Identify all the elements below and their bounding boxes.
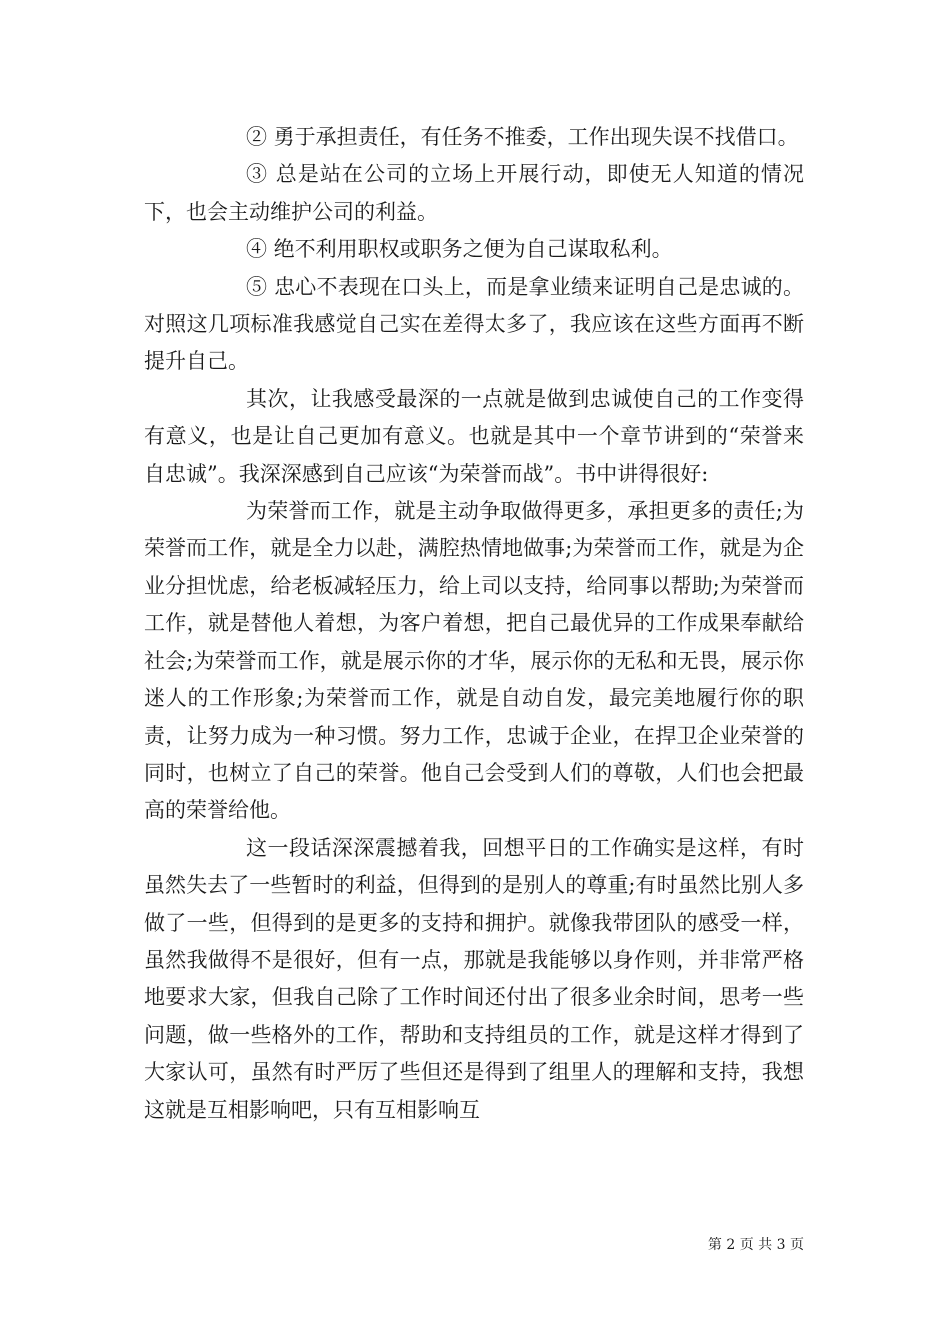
paragraph-honor-loyalty: 其次，让我感受最深的一点就是做到忠诚使自己的工作变得有意义，也是让自己更加有意义。也就是其中一个章节讲到的“荣誉来自忠诚”。我深深感到自己应该“为荣誉而战”。书中讲得很好: [144, 386, 804, 486]
list-item-2: ② 勇于承担责任，有任务不推委，工作出现失误不找借口。 [246, 125, 799, 149]
page-number-footer: 第 2 页 共 3 页 [707, 1237, 804, 1253]
paragraph-reflection: 这一段话深深震撼着我，回想平日的工作确实是这样，有时虽然失去了一些暂时的利益，但得到的是别人的尊重;有时虽然比别人多做了一些，但得到的是更多的支持和拥护。就像我带团队的感受一样，虽然我做得不是很好，但有一点，那就是我能够以身作则，并非常严格地要求大家，但我自己除了工作时间还付出了很多业余时间，思考一些问题，做一些格外的工作，帮助和支持组员的工作，就是这样才得到了大家认可，虽然有时严厉了些但还是得到了组里人的理解和支持，我想这就是互相影响吧，只有互相影响互 [144, 835, 804, 1122]
document-body [144, 119, 804, 1129]
list-item-4: ④ 绝不利用职权或职务之便为自己谋取私利。 [246, 237, 673, 262]
list-item-3: ③ 总是站在公司的立场上开展行动，即使无人知道的情况下，也会主动维护公司的利益。 [144, 162, 804, 224]
list-item-5: ⑤ 忠心不表现在口头上，而是拿业绩来证明自己是忠诚的。对照这几项标准我感觉自己实在差得太多了，我应该在这些方面再不断提升自己。 [144, 274, 804, 374]
paragraph-quote-honor: 为荣誉而工作，就是主动争取做得更多，承担更多的责任;为荣誉而工作，就是全力以赴，满腔热情地做事;为荣誉而工作，就是为企业分担忧虑，给老板减轻压力，给上司以支持，给同事以帮助;为荣誉而工作，就是替他人着想，为客户着想，把自己最优异的工作成果奉献给社会;为荣誉而工作，就是展示你的才华，展示你的无私和无畏，展示你迷人的工作形象;为荣誉而工作，就是自动自发，最完美地履行你的职责，让努力成为一种习惯。努力工作，忠诚于企业，在捍卫企业荣誉的同时，也树立了自己的荣誉。他自己会受到人们的尊敬，人们也会把最高的荣誉给他。 [144, 499, 804, 823]
